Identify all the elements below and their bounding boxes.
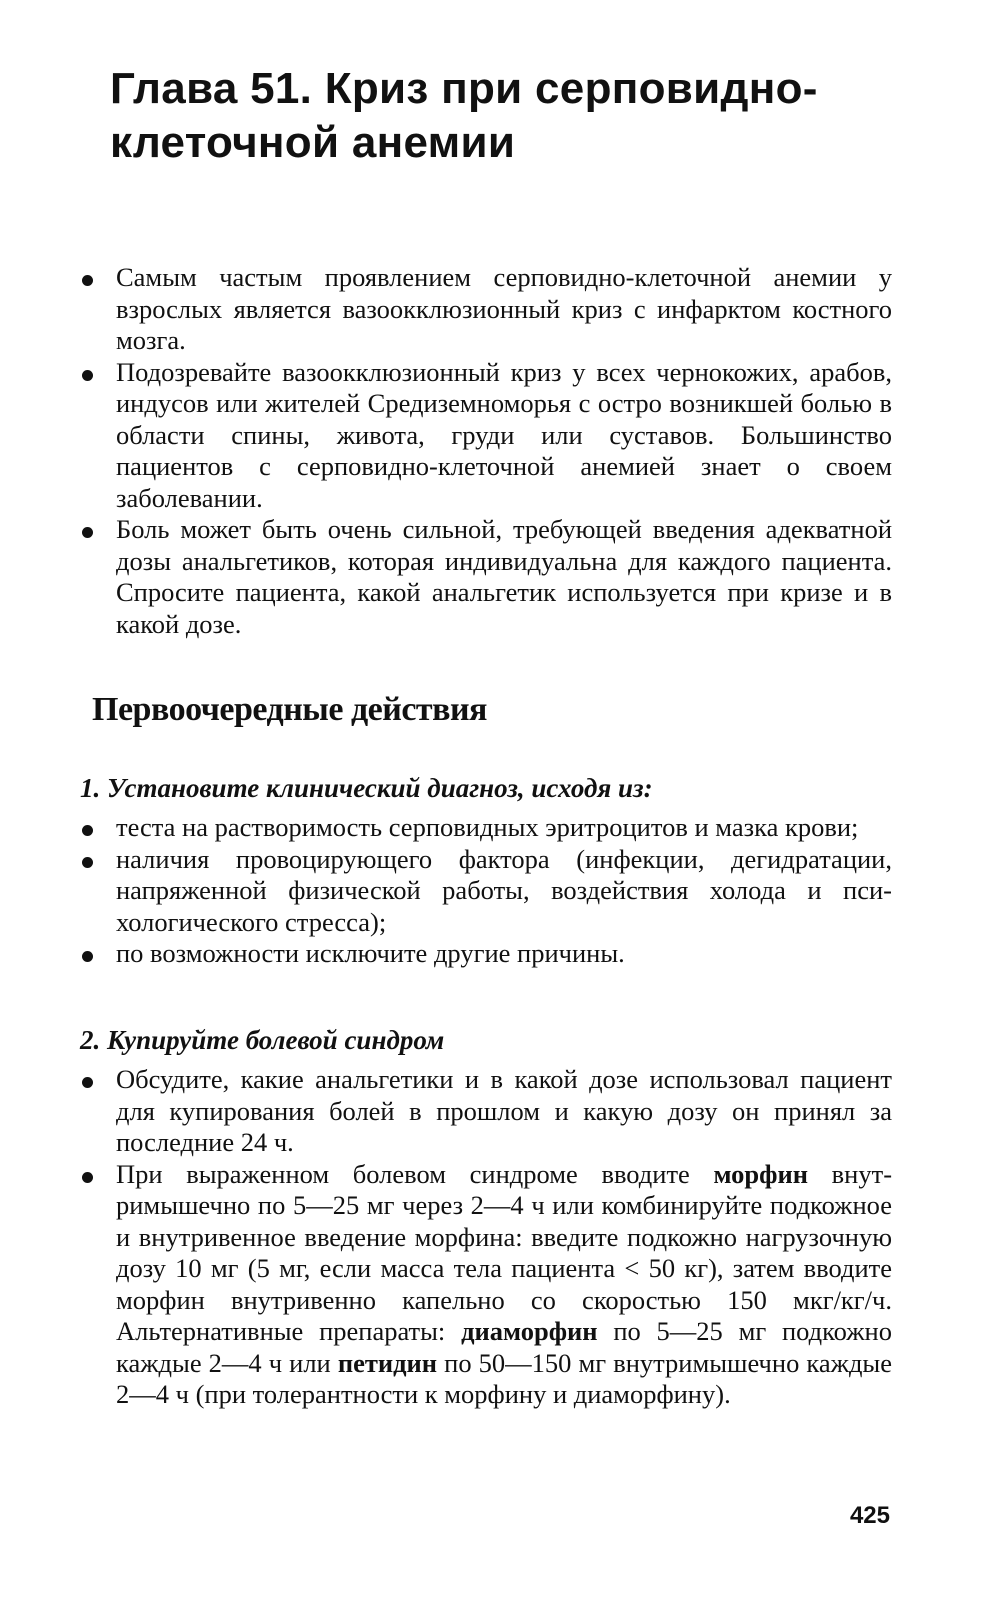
list-item — [80, 812, 892, 844]
list-item — [80, 1064, 892, 1159]
drug-name-diamorphine: диаморфин — [461, 1316, 598, 1346]
bullet-icon — [82, 951, 93, 962]
section-heading: Первоочередные действия — [92, 691, 487, 728]
bullet-icon — [82, 825, 93, 836]
bullet-icon — [82, 1077, 93, 1088]
text-segment: по 5—25 мг подкожно каждые 2—4 ч или — [116, 1316, 892, 1378]
step-2-heading: 2. Купируйте болевой синдром — [80, 1025, 445, 1055]
drug-name-pethidine: петидин — [337, 1347, 438, 1378]
bullet-text: Боль может быть очень сильной, требующей введения адекватной дозы анальгетиков, которая индивидуальна для каждого пациента. Спросите пациента, какой анальгетик используется при кризе и в какой дозе. — [116, 514, 892, 639]
page-number: 425 — [849, 1502, 890, 1529]
intro-section — [80, 262, 892, 640]
intro-bullet-list — [80, 262, 892, 640]
bullet-text: Самым частым проявлением серповидно-клеточной анемии у взрослых является вазоокклюзионный криз с инфарктом костного мозга. — [116, 262, 892, 355]
bullet-text: по возможности исключите другие причины. — [116, 938, 625, 968]
drug-name-morphine: морфин — [713, 1158, 808, 1189]
bullet-icon — [82, 527, 93, 538]
bullet-icon — [82, 1172, 93, 1183]
list-item — [80, 357, 892, 515]
bullet-icon — [82, 857, 93, 868]
bullet-icon — [82, 275, 93, 286]
list-item — [80, 938, 892, 970]
bullet-text: теста на растворимость серповидных эритроцитов и мазка крови; — [116, 812, 859, 842]
list-item — [80, 844, 892, 939]
step-1-heading: 1. Установите клинический диагноз, исходя из: — [80, 773, 653, 803]
step-1-bullet-list — [80, 812, 892, 970]
text-segment: внутримышечно по 5—25 мг через 2—4 ч или комбинируйте подкожное и внутривенное введение морфина: введите подкожно нагрузочную дозу 10 мг (5 мг, если масса тела пациента < 50 кг), затем вводите морфин внутривенно капельно со скоростью 150 мкг/кг/ч. Альтернативные препараты: — [116, 1158, 893, 1346]
step-2-section — [80, 1024, 892, 1411]
list-item — [80, 1159, 892, 1411]
chapter-title: Глава 51. Криз при серповидно-клеточной анемии — [110, 64, 818, 167]
list-item — [80, 514, 892, 640]
text-segment: При выраженном болевом синдроме вводите — [116, 1158, 714, 1189]
bullet-text: Обсудите, какие анальгетики и в какой дозе использовал пациент для купирования болей в прошлом и какую дозу он принял за последние 24 ч. — [116, 1064, 892, 1157]
step-1-section — [80, 772, 892, 970]
bullet-text — [116, 1159, 892, 1410]
list-item — [80, 262, 892, 357]
step-2-bullet-list — [80, 1064, 892, 1411]
text-segment: по 50—150 мг внутримышечно каждые 2—4 ч (при толерантности к морфину и диаморфину). — [116, 1347, 892, 1409]
bullet-icon — [82, 370, 93, 381]
bullet-text: Подозревайте вазоокклюзионный криз у всех чернокожих, арабов, индусов или жителей Средиземноморья с остро возникшей болью в области спины, живота, груди или суставов. Большинство пациентов с серповидно-клеточной анемией знает о своем заболевании. — [116, 356, 892, 513]
bullet-text: наличия провоцирующего фактора (инфекции, дегидратации, напряженной физической работы, воздействия холода и психологического стресса); — [116, 843, 892, 937]
